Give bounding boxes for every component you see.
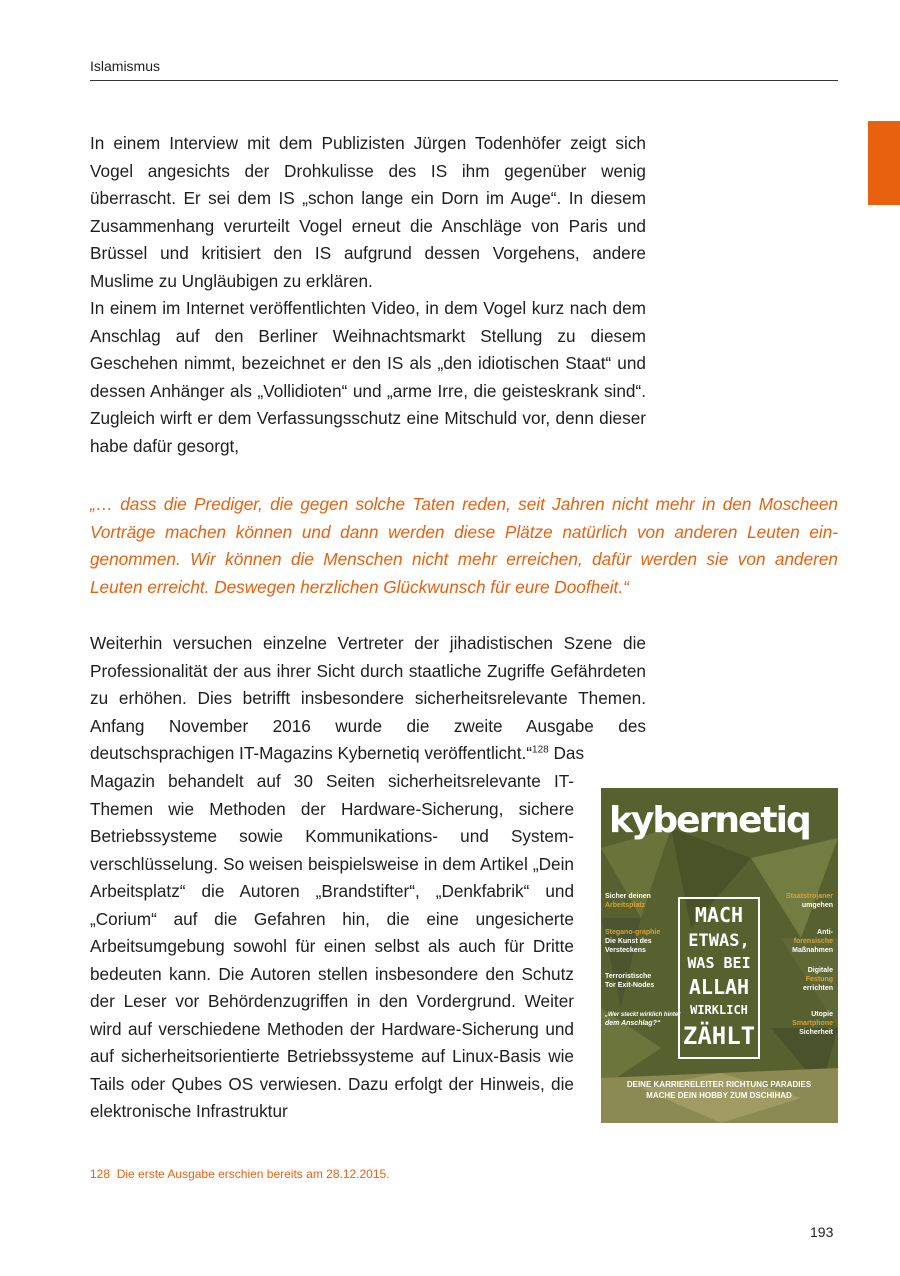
cover-bottom-line-2: MACHE DEIN HOBBY ZUM DSCHIHAD	[646, 1091, 792, 1100]
footnote	[90, 1167, 390, 1181]
paragraph-magazine: Magazin behandelt auf 30 Seiten sicherheitsrelevante IT-Themen wie Methoden der Hardware-Sicherung, sichere Betriebssysteme sowie Kommunikations- und Systemverschlüsselung. So weisen beispielsweise in dem Artikel „Dein Arbeitsplatz“ die Autoren „Brandstifter“, „Denkfabrik“ und „Corium“ auf die Gefahren hin, die eine ungesicherte Arbeitsumgebung sowohl für einen selbst als auch für Dritte bedeuten kann. Die Autoren stellen insbesondere den Schutz der Leser vor Behördenzugriffen in den Vordergrund. Weiter wird auf verschiedene Methoden der Hardware-Sicherung und auf sicherheitsorientierte Betriebssysteme auf Linux-Basis wie Tails oder Qubes OS verwiesen. Dazu erfolgt der Hinweis, die elektronische Infrastruktur	[90, 771, 574, 1121]
header-rule	[90, 80, 838, 81]
teaser-right-3: Digitale	[807, 967, 833, 974]
footnote-reference[interactable]: 128	[532, 744, 549, 756]
page-number: 193	[810, 1224, 834, 1240]
headline-line: ALLAH	[688, 975, 750, 999]
magazine-masthead: kybernetiq	[609, 800, 810, 841]
paragraph-interview: In einem Interview mit dem Publizisten Jürgen Todenhöfer zeigt sich Vogel angesichts der Drohkulisse des IS ihm gegenüber wenig überrascht. Er sei dem IS „schon lange ein Dorn im Auge“. In diesem Zusammenhang verurteilt Vogel erneut die Anschläge von Paris und Brüssel und kritisiert den IS aufgrund dessen Vorgehens, andere Muslime zu Ungläubigen zu erklären.	[90, 133, 646, 291]
teaser-left-4: „Wer steckt wirklich hinter	[605, 1012, 681, 1018]
headline-line: ZÄHLT	[682, 1022, 756, 1050]
headline-line: MACH	[694, 903, 744, 927]
teaser-left-1-accent: Arbeitsplatz	[605, 902, 646, 909]
teaser-right-4b: Sicherheit	[799, 1029, 833, 1036]
teaser-right-1: Staatstrojaner	[785, 893, 833, 900]
footnote-text: Die erste Ausgabe erschien bereits am 28.12.2015.	[116, 1167, 390, 1181]
teaser-right-2-accent: forensische	[793, 938, 833, 945]
teaser-right-4-accent: Smartphone	[792, 1020, 833, 1027]
headline-line: WIRKLICH	[690, 1003, 748, 1017]
magazine-cover-image	[601, 788, 838, 1123]
teaser-left-3: Terroristische	[605, 973, 652, 980]
section-tab	[868, 121, 900, 205]
teaser-left-3b: Tor Exit-Nodes	[605, 982, 655, 989]
quote-block: „… dass die Prediger, die gegen solche Taten reden, seit Jahren nicht mehr in den Moscheen Vorträge machen können und dann werden diese Plätze natürlich von anderen Leuten eingenommen. Wir können die Menschen nicht mehr erreichen, dafür werden sie von anderen Leuten erreicht. Deswegen herzlichen Glückwunsch für eure Doofheit.“	[90, 494, 838, 597]
paragraph-professionalism-text: Weiterhin versuchen einzelne Vertreter der jihadistischen Szene die Professionalität der aus ihrer Sicht durch staatliche Zugriffe Gefährdeten zu erhöhen. Dies betrifft insbesondere sicherheitsrelevante Themen. Anfang November 2016 wurde die zweite Ausgabe des deutschsprachigen IT-Magazins Kybernetiq veröffentlicht.“	[90, 633, 646, 763]
teaser-left-2: Die Kunst des	[605, 938, 652, 945]
teaser-right-4: Utopie	[811, 1011, 833, 1018]
footnote-number: 128	[90, 1167, 111, 1181]
headline-line: ETWAS,	[688, 931, 750, 951]
teaser-right-3-accent: Festung	[805, 976, 833, 983]
teaser-right-2b: Maßnahmen	[792, 947, 833, 954]
teaser-left-2-accent: Stegano-graphie	[605, 929, 661, 936]
teaser-left-2b: Versteckens	[605, 947, 646, 954]
teaser-left-1: Sicher deinen	[605, 893, 651, 900]
cover-bottom-line-1: DEINE KARRIERELEITER RICHTUNG PARADIES	[626, 1080, 812, 1089]
teaser-right-2: Anti-	[817, 929, 833, 936]
paragraph-professionalism-tail: Das	[548, 743, 585, 763]
headline-line: WAS BEI	[687, 954, 751, 972]
teaser-right-1b: umgehen	[801, 902, 833, 909]
paragraph-professionalism	[90, 630, 646, 768]
running-title: Islamismus	[90, 58, 161, 74]
teaser-right-3b: errichten	[803, 985, 833, 992]
teaser-left-4b: dem Anschlag?“	[605, 1020, 661, 1027]
paragraph-video: In einem im Internet veröffentlichten Video, in dem Vogel kurz nach dem Anschlag auf den Berliner Weihnachtsmarkt Stellung zu diesem Geschehen nimmt, bezeichnet er den IS als „den idiotischen Staat“ und dessen Anhänger als „Vollidioten“ und „arme Irre, die geisteskrank sind“. Zugleich wirft er dem Verfassungsschutz eine Mitschuld vor, denn dieser habe dafür gesorgt,	[90, 298, 646, 456]
